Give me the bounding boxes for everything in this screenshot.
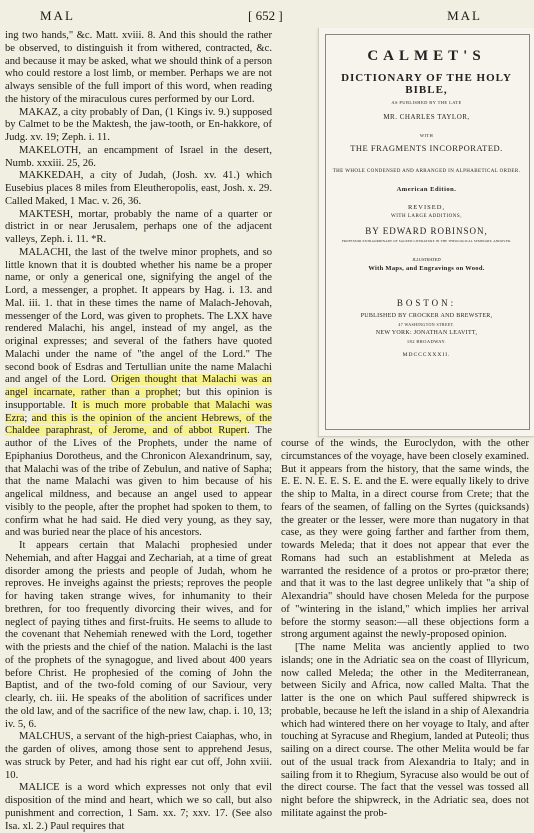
imprint-publisher: PUBLISHED BY CROCKER AND BREWSTER, bbox=[360, 313, 493, 319]
paragraph-maimed-continuation: ing two hands," &c. Matt. xviii. 8. And this should the rather be observed, to distinguish it from withered, contracted, &c. and because it may be asked, what we should think of a person who could restore a lost limb, or member. Perhaps we are not always sensible of the full import of this word, when reading the history of the miraculous cures performed by our Lord. bbox=[5, 30, 272, 105]
title-professor: PROFESSOR EXTRAORDINARY OF SACRED LITERATURE IN THE THEOLOGICAL SEMINARY, ANDOVER. bbox=[341, 239, 512, 243]
title-illustrated: ILLUSTRATED bbox=[412, 257, 441, 262]
title-american-edition: American Edition. bbox=[396, 186, 457, 193]
imprint-broadway: 182 BROADWAY. bbox=[406, 339, 447, 344]
paragraph-melita-winds: course of the winds, the Euroclydon, with the other circumstances of the voyage, have been closely examined. But it appears from the history, that the same winds, the E. E. N. E. E. S. E. and the E. were equally likely to drive the ship to Malta, in a direct course from Crete; that the fears of the seamen, of falling on the Syrtes (quicksands) the greater or the lesser, were more than nugatory in that case, as they were going farther and farther from them, towards Meleda; that it does not appear that ever the Romans had such an establishment at Meleda as warranted the residence of a protos or pro-prætor there; and that it was to the last degree unlikely that "a ship of Alexandria" should have chosen Meleda for the purpose of "wintering in the island," which implies her arrival before the stormy season:—all these objections form a strong argument against the newly-proposed opinion. bbox=[281, 438, 529, 641]
right-text-column bbox=[281, 438, 529, 819]
imprint-boston: BOSTON: bbox=[396, 298, 457, 308]
highlight-ezra: It is much more probable that Malachi was Ezra bbox=[5, 399, 272, 424]
imprint-new-york: NEW YORK: JONATHAN LEAVITT, bbox=[375, 330, 478, 336]
entry-malachi bbox=[5, 247, 272, 540]
entry-makeloth: MAKELOTH, an encampment of Israel in the desert, Numb. xxxiii. 25, 26. bbox=[5, 144, 272, 169]
highlight-origen: Origen thought that Malachi was an angel incarnate, rather than a prophet bbox=[5, 374, 272, 398]
malachi-text-4: . The author of the Lives of the Prophets, under the name of Epiphanius Dorotheus, and the Chronicon Alexandrinum, say, that Malachi was of the tribe of Zebulun, and native of Sapha; that the name Malachi was given to him because of his angelical mildness, and because an angel used to appear visibly to the people, after the prophet had spoken to them, to confirm what he had said. He died very young, as they say, and was buried near the place of his ancestors. bbox=[5, 425, 272, 539]
imprint-year: MDCCCXXXII. bbox=[402, 352, 451, 358]
title-calmets: CALMET'S bbox=[367, 48, 486, 64]
page-number: [ 652 ] bbox=[248, 8, 283, 23]
malachi-text-1: MALACHI, the last of the twelve minor prophets, and so little known that it is doubted whether his name be a proper name, or only a generical one, signifying the angel of the Lord, a messenger, a prophet. It appears by Hag. i. 13. and Mal. iii. 1. that in these times the name of Malach-Jehovah, messenger of the Lord, was given to prophets. The LXX have rendered Malachi, his angel, instead of my angel, as the original expresses; and several of the fathers have quoted Malachi under the name of "the angel of the Lord." The second book of Esdras and Tertullian unite the name Malachi and angel of the Lord. bbox=[5, 246, 272, 386]
malachi-text-3: ; bbox=[24, 412, 32, 424]
imprint-street: 47 WASHINGTON STREET. bbox=[398, 322, 455, 327]
header-right-word: MAL bbox=[447, 8, 482, 23]
title-maps: With Maps, and Engravings on Wood. bbox=[368, 265, 485, 272]
entry-makaz: MAKAZ, a city probably of Dan, (1 Kings iv. 9.) supposed by Calmet to be the Maktesh, the jaw-tooth, or En-hakkore, of Judg. xv. 19; Zeph. i. 11. bbox=[5, 106, 272, 143]
title-dictionary: DICTIONARY OF THE HOLY BIBLE, bbox=[341, 72, 512, 96]
title-fragments: THE FRAGMENTS INCORPORATED. bbox=[350, 143, 503, 153]
page-header bbox=[0, 8, 534, 28]
left-text-column bbox=[5, 30, 273, 832]
title-condensed: THE WHOLE CONDENSED AND ARRANGED IN ALPHABETICAL ORDER. bbox=[332, 169, 521, 174]
title-published-by: AS PUBLISHED BY THE LATE bbox=[391, 100, 462, 105]
header-left-word: MAL bbox=[40, 8, 75, 23]
highlight-hebrews: and this is the opinion of the ancient Hebrews, of the Chaldee paraphrast, of Jerome, and of abbot Rupert bbox=[5, 412, 273, 437]
title-robinson: BY EDWARD ROBINSON, bbox=[365, 226, 488, 236]
title-page-plate bbox=[318, 28, 534, 437]
entry-makkedah: MAKKEDAH, a city of Judah, (Josh. xv. 41.) which Eusebius places 8 miles from Eleutheropolis, east, Josh. x. 29. Called Maked, 1 Mac. v. 26, 36. bbox=[5, 170, 272, 207]
malachi-text-2: ; but this opinion is insupportable. bbox=[5, 387, 272, 411]
entry-malchus: MALCHUS, a servant of the high-priest Caiaphas, who, in the garden of olives, among those sent to apprehend Jesus, was struck by Peter, and had his right ear cut off, John xviii. 10. bbox=[5, 731, 272, 781]
title-taylor: MR. CHARLES TAYLOR, bbox=[383, 113, 470, 121]
entry-malice: MALICE is a word which expresses not only that evil disposition of the mind and heart, which we so call, but also punishment and correction, 1 Sam. xx. 7; xxv. 17. (See also Isa. xl. 2.) Paul requires that bbox=[5, 782, 272, 832]
paragraph-melita-name: [The name Melita was anciently applied to two islands; one in the Adriatic sea on the coast of Illyricum, now called Meleda; the other in the Mediterranean, between Sicily and Africa, now called Malta. That the latter is the one on which Paul suffered shipwreck is probable, because he left the island in a ship of Alexandria which had wintered there on her voyage to Italy, and after touching at Syracuse and Rhegium, landed at Puteoli; thus sailing on a direct course. The other Melita would be far out of the usual track from Alexandria to Italy; and in sailing from it to Rhegium, Syracuse also would be out of the direct course. The fact that the vessel was tossed all night before the shipwreck, in the Adriatic sea, does not militate against the prob- bbox=[281, 642, 529, 819]
title-additions: WITH LARGE ADDITIONS, bbox=[391, 214, 462, 219]
entry-malachi-continued: It appears certain that Malachi prophesied under Nehemiah, and after Haggai and Zechariah, at a time of great disorder among the priests and people of Judah, whom he reproves. He inveighs against the priests; reproves the people for having taken strange wives, for inhumanity to their brethren, for too frequently divorcing their wives, and for neglect of paying tithes and first-fruits. He seems to allude to the covenant that Nehemiah renewed with the Lord, together with the priests and the chief of the nation. Malachi is the last of the prophets of the synagogue, and lived about 400 years before Christ. He prophesied of the coming of John the Baptist, and of the two-fold coming of our Saviour, very clearly, ch. iii. He speaks of the abolition of sacrifices under the old law, and of the sacrifice of the new law, chap. i. 10, 13; iv. 5, 6. bbox=[5, 540, 272, 730]
title-revised: REVISED, bbox=[407, 204, 446, 211]
title-with: WITH bbox=[419, 133, 434, 138]
entry-maktesh: MAKTESH, mortar, probably the name of a quarter or district in or near Jerusalem, perhaps one of the adjacent valleys, Zeph. i. 11. *R. bbox=[5, 208, 272, 245]
